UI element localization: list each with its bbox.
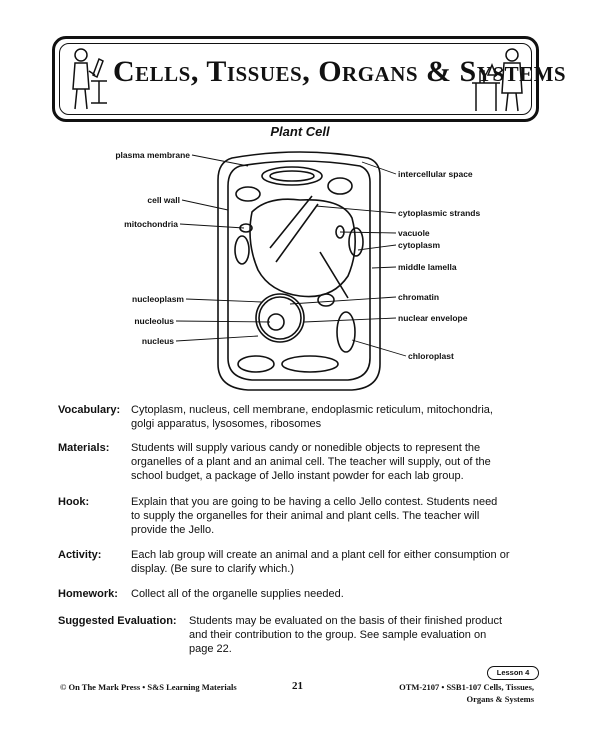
vacuole [250, 199, 355, 296]
title-banner [52, 36, 567, 122]
label-intercellular-space: intercellular space [398, 169, 473, 179]
evaluation-line-1: Students may be evaluated on the basis of their finished product [189, 615, 503, 627]
materials-line-1: Students will supply various candy or nonedible objects to represent the [131, 442, 481, 454]
page-number: 21 [292, 680, 303, 692]
activity-line-1: Each lab group will create an animal and a plant cell for either consumption or [131, 549, 510, 561]
vocabulary-label: Vocabulary: [58, 404, 121, 416]
label-vacuole: vacuole [398, 228, 430, 238]
page-title: Cells, Tissues, Organs & Systems [113, 55, 567, 88]
nucleus [256, 294, 304, 342]
label-plasma-membrane: plasma membrane [115, 150, 190, 160]
hook-line-2: to supply the organelles for their animal and plant cells. The teacher will [131, 510, 480, 522]
label-nucleus: nucleus [141, 336, 174, 346]
footer-copyright: © On The Mark Press • S&S Learning Materials [60, 682, 237, 692]
label-nucleolus: nucleolus [134, 316, 174, 326]
label-nucleoplasm: nucleoplasm [132, 294, 184, 304]
hook-line-3: provide the Jello. [131, 524, 215, 536]
microscope-scientist-icon [63, 45, 111, 115]
vocabulary-line-1: Cytoplasm, nucleus, cell membrane, endoplasmic reticulum, mitochondria, [131, 404, 493, 416]
vocabulary-line-2: golgi apparatus, lysosomes, ribosomes [131, 418, 322, 430]
nucleolus [268, 314, 284, 330]
evaluation-label: Suggested Evaluation: [58, 615, 177, 627]
label-cytoplasm: cytoplasm [398, 240, 441, 250]
label-middle-lamella: middle lamella [398, 262, 457, 272]
hook-line-1: Explain that you are going to be having a cello Jello contest. Students need [131, 496, 498, 508]
lab-scientist-icon [470, 45, 528, 115]
lesson-badge: Lesson 4 [487, 666, 539, 680]
materials-line-3: school budget, a package of Jello instant powder for each lab group. [131, 470, 464, 482]
label-cytoplasmic-strands: cytoplasmic strands [398, 208, 481, 218]
label-chromatin: chromatin [398, 292, 440, 302]
activity-label: Activity: [58, 549, 102, 561]
label-chloroplast: chloroplast [408, 351, 454, 361]
evaluation-line-3: page 22. [189, 643, 232, 655]
homework-label: Homework: [58, 588, 118, 600]
label-cell-wall: cell wall [147, 195, 180, 205]
label-nuclear-envelope: nuclear envelope [398, 313, 468, 323]
figure-title: Plant Cell [270, 124, 330, 139]
footer-code-line-2: Organs & Systems [466, 694, 534, 704]
label-mitochondria: mitochondria [124, 219, 178, 229]
hook-label: Hook: [58, 496, 90, 508]
activity-line-2: display. (Be sure to clarify which.) [131, 563, 295, 575]
materials-line-2: organelles of a plant and an animal cell. The teacher will supply, out of the [131, 456, 491, 468]
materials-label: Materials: [58, 442, 110, 454]
footer-code-line-1: OTM-2107 • SSB1-107 Cells, Tissues, [399, 682, 534, 692]
evaluation-line-2: and their contribution to the group. See sample evaluation on [189, 629, 487, 641]
homework-line-1: Collect all of the organelle supplies needed. [131, 588, 344, 600]
plasma-membrane [228, 161, 370, 380]
plant-cell-diagram [0, 140, 600, 395]
